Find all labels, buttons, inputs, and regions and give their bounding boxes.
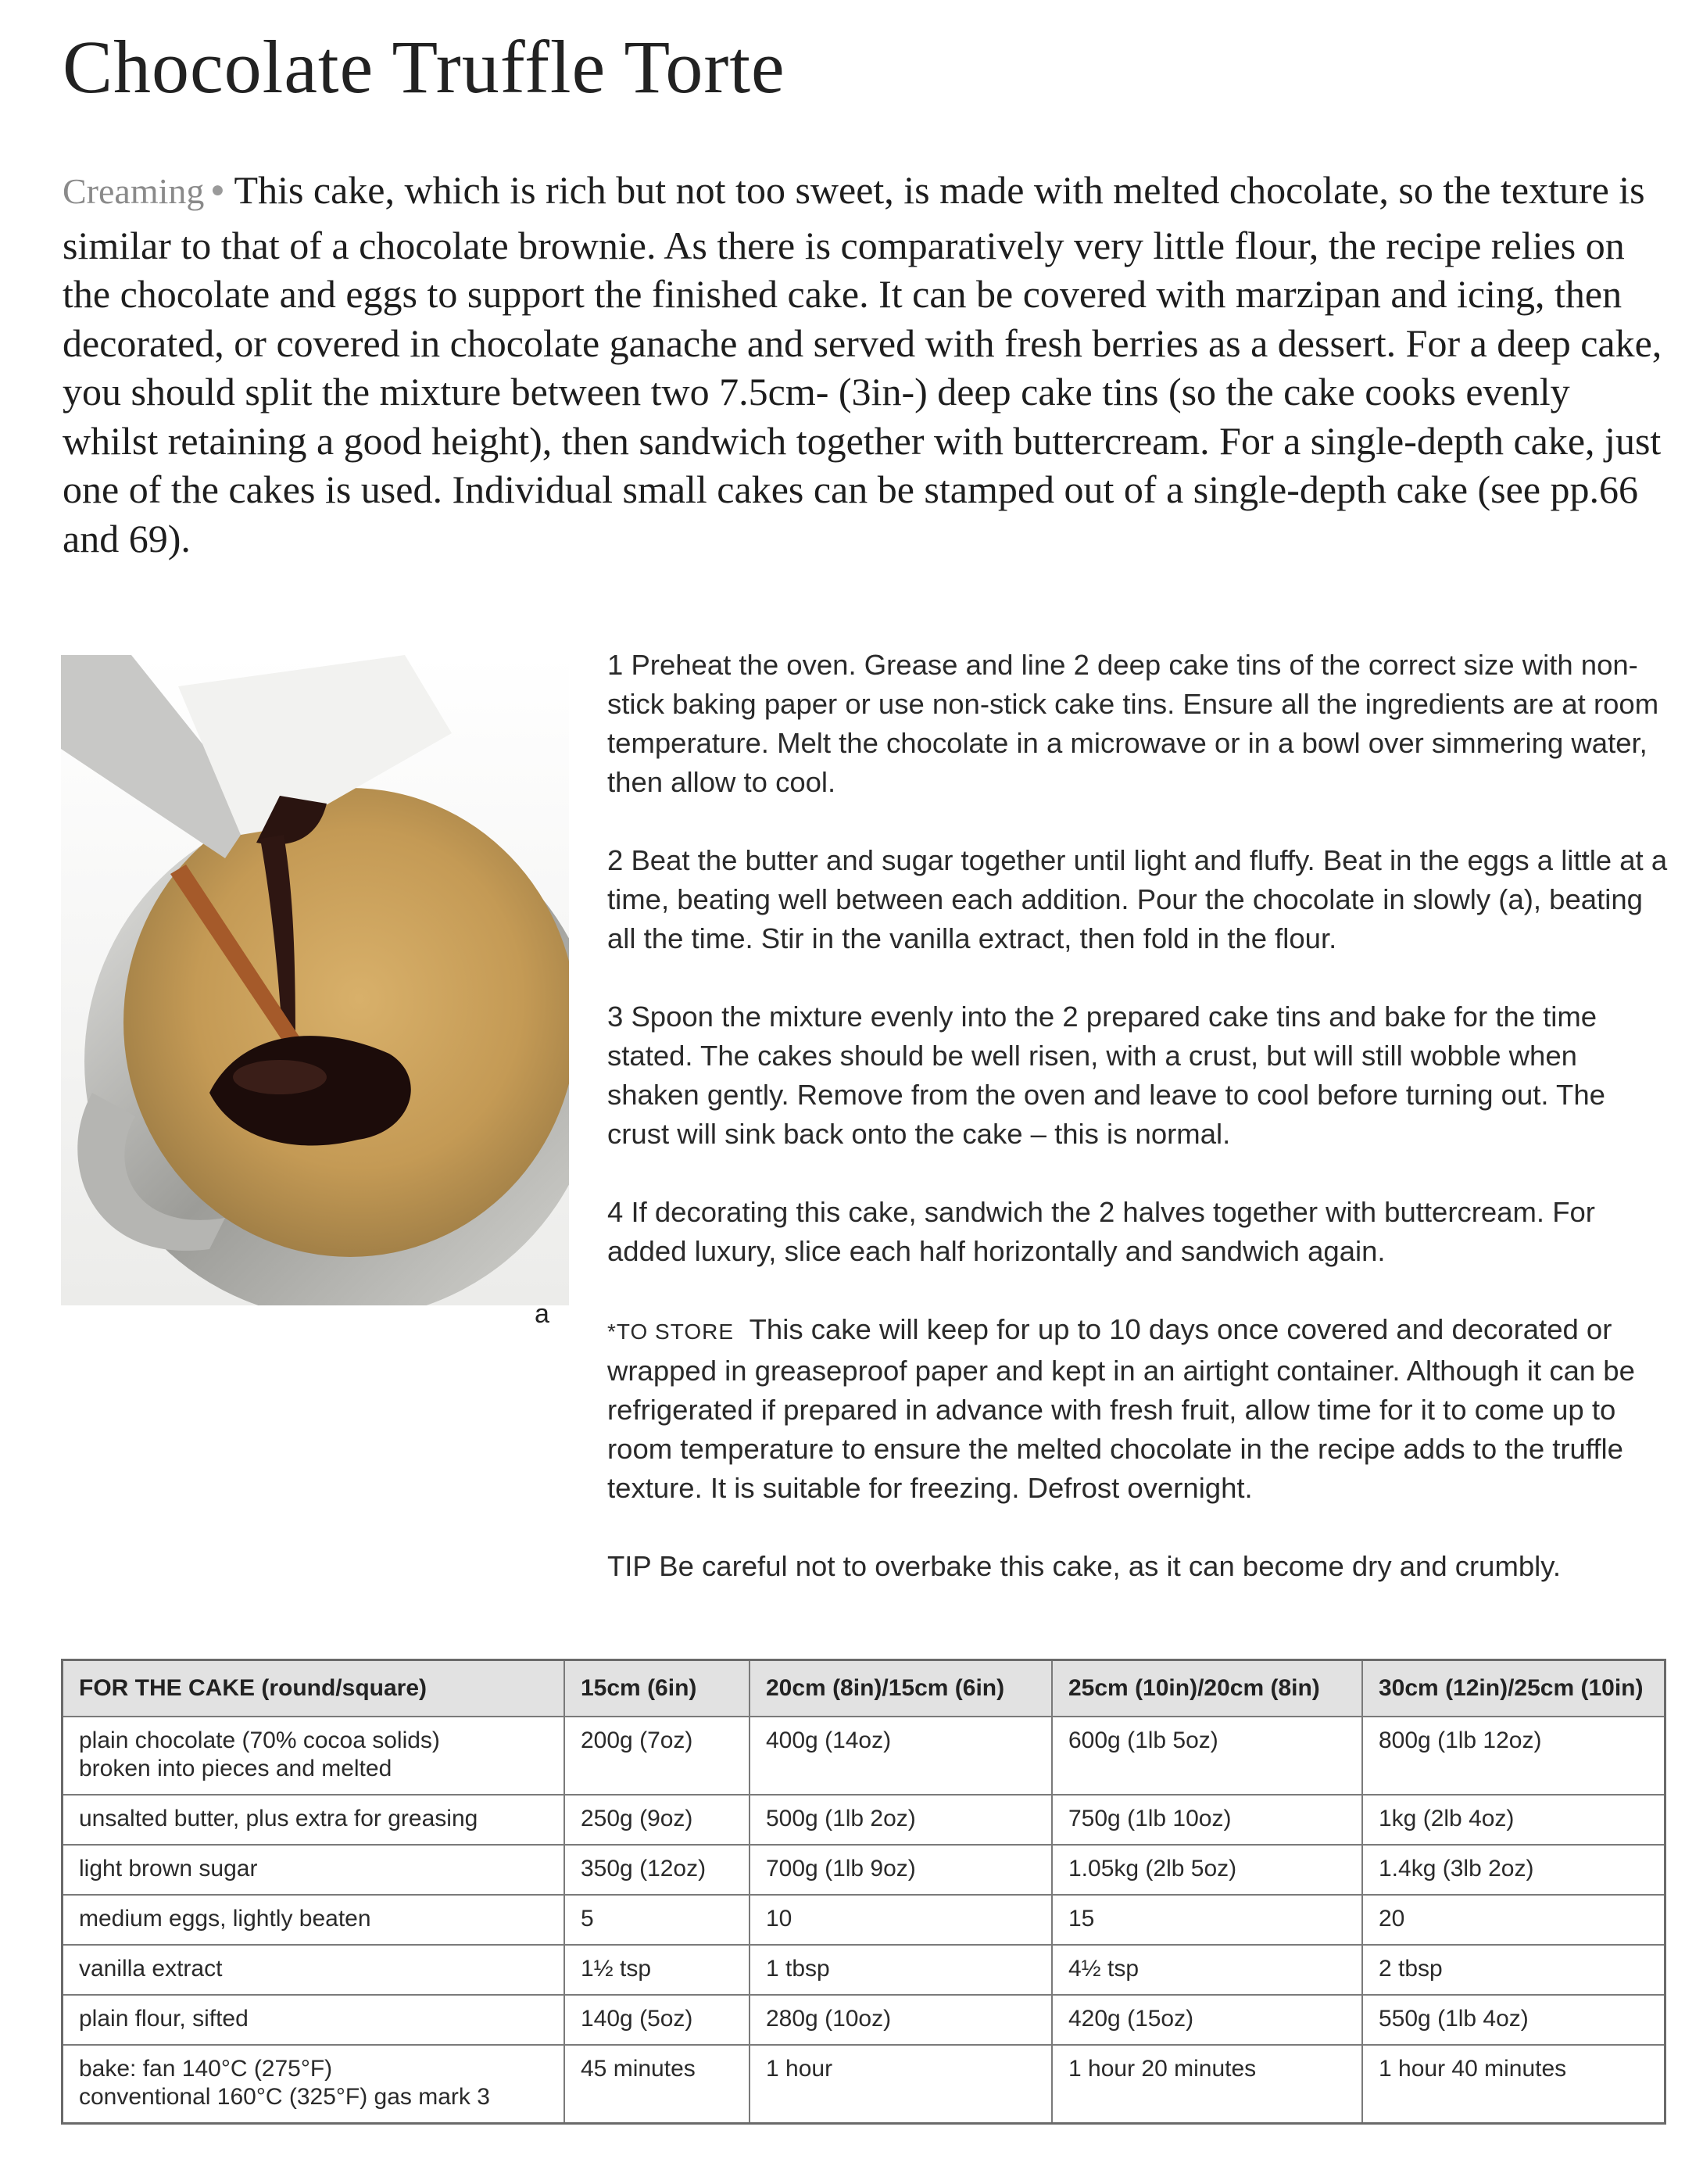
step-1: 1 Preheat the oven. Grease and line 2 deep cake tins of the correct size with non-stick baking paper or use non-stick cake tins. Ensure all the ingredients are at room temperature. Melt the chocolate in a microwave or in a bowl over simmering water, then allow to cool. xyxy=(607,649,1659,798)
quantity-cell: 5 xyxy=(564,1895,750,1945)
storage-text: This cake will keep for up to 10 days once covered and decorated or wrapped in greaseproof paper and kept in an airtight container. Although it can be refrigerated if prepared in advance with fresh fruit, allow time for it to come up to room temperature to ensure the melted chocolate in the recipe adds to the truffle texture. It is suitable for freezing. Defrost overnight. xyxy=(607,1313,1635,1504)
method-steps xyxy=(607,646,1670,1625)
quantity-cell: 350g (12oz) xyxy=(564,1845,750,1895)
ingredient-cell: plain flour, sifted xyxy=(63,1995,565,2045)
table-row xyxy=(63,1945,1665,1995)
quantity-cell: 550g (1lb 4oz) xyxy=(1362,1995,1665,2045)
table-row xyxy=(63,1895,1665,1945)
recipe-photo xyxy=(61,655,569,1305)
quantity-cell: 750g (1lb 10oz) xyxy=(1052,1795,1362,1845)
quantity-cell: 1 hour 20 minutes xyxy=(1052,2045,1362,2124)
quantity-cell: 2 tbsp xyxy=(1362,1945,1665,1995)
quantity-cell: 280g (10oz) xyxy=(750,1995,1052,2045)
bake-fan: bake: fan 140°C (275°F) xyxy=(79,2056,333,2082)
storage-note xyxy=(607,1310,1670,1508)
quantity-cell: 15 xyxy=(1052,1895,1362,1945)
quantity-cell: 1.05kg (2lb 5oz) xyxy=(1052,1845,1362,1895)
ingredient-name: plain chocolate (70% cocoa solids) xyxy=(79,1728,440,1753)
quantity-cell: 1 tbsp xyxy=(750,1945,1052,1995)
quantity-cell: 500g (1lb 2oz) xyxy=(750,1795,1052,1845)
quantity-cell: 4½ tsp xyxy=(1052,1945,1362,1995)
quantity-cell: 1 hour xyxy=(750,2045,1052,2124)
table-row xyxy=(63,1717,1665,1795)
header-size-25cm: 25cm (10in)/20cm (8in) xyxy=(1052,1660,1362,1717)
quantity-cell: 1 hour 40 minutes xyxy=(1362,2045,1665,2124)
storage-label: *TO STORE xyxy=(607,1319,735,1344)
table-row xyxy=(63,2045,1665,2124)
intro-paragraph xyxy=(63,166,1665,563)
chocolate-bowl-illustration xyxy=(61,655,569,1305)
quantity-cell: 1kg (2lb 4oz) xyxy=(1362,1795,1665,1845)
ingredient-cell xyxy=(63,1717,565,1795)
recipe-title: Chocolate Truffle Torte xyxy=(63,25,785,109)
quantity-cell: 420g (15oz) xyxy=(1052,1995,1362,2045)
bake-conventional: conventional 160°C (325°F) gas mark 3 xyxy=(79,2084,490,2110)
quantity-cell: 700g (1lb 9oz) xyxy=(750,1845,1052,1895)
photo-label: a xyxy=(535,1299,549,1329)
table-row xyxy=(63,1995,1665,2045)
step-4: 4 If decorating this cake, sandwich the 2 halves together with buttercream. For added luxury, slice each half horizontally and sandwich again. xyxy=(607,1196,1595,1267)
quantity-cell: 1½ tsp xyxy=(564,1945,750,1995)
ingredient-cell xyxy=(63,2045,565,2124)
header-size-20cm: 20cm (8in)/15cm (6in) xyxy=(750,1660,1052,1717)
header-ingredient: FOR THE CAKE (round/square) xyxy=(63,1660,565,1717)
tip-note: TIP Be careful not to overbake this cake, as it can become dry and crumbly. xyxy=(607,1550,1561,1582)
ingredient-cell: medium eggs, lightly beaten xyxy=(63,1895,565,1945)
quantity-cell: 10 xyxy=(750,1895,1052,1945)
method-kicker: Creaming xyxy=(63,171,205,211)
quantity-cell: 600g (1lb 5oz) xyxy=(1052,1717,1362,1795)
ingredient-cell: unsalted butter, plus extra for greasing xyxy=(63,1795,565,1845)
header-size-15cm: 15cm (6in) xyxy=(564,1660,750,1717)
header-size-30cm: 30cm (12in)/25cm (10in) xyxy=(1362,1660,1665,1717)
step-3: 3 Spoon the mixture evenly into the 2 prepared cake tins and bake for the time stated. The cakes should be well risen, with a crust, but will still wobble when shaken gently. Remove from the oven and leave to cool before turning out. The crust will sink back onto the cake – this is normal. xyxy=(607,1001,1605,1150)
quantity-cell: 200g (7oz) xyxy=(564,1717,750,1795)
ingredient-cell: vanilla extract xyxy=(63,1945,565,1995)
quantity-cell: 1.4kg (3lb 2oz) xyxy=(1362,1845,1665,1895)
quantity-cell: 20 xyxy=(1362,1895,1665,1945)
table-row xyxy=(63,1845,1665,1895)
table-row xyxy=(63,1795,1665,1845)
quantity-cell: 400g (14oz) xyxy=(750,1717,1052,1795)
ingredient-cell: light brown sugar xyxy=(63,1845,565,1895)
quantity-cell: 45 minutes xyxy=(564,2045,750,2124)
quantity-cell: 140g (5oz) xyxy=(564,1995,750,2045)
kicker-bullet: ● xyxy=(210,177,225,202)
table-header-row xyxy=(63,1660,1665,1717)
intro-text: This cake, which is rich but not too sweet, is made with melted chocolate, so the texture is similar to that of a chocolate brownie. As there is comparatively very little flour, the recipe relies on the chocolate and eggs to support the finished cake. It can be covered with marzipan and icing, then decorated, or covered in chocolate ganache and served with fresh berries as a dessert. For a deep cake, you should split the mixture between two 7.5cm- (3in-) deep cake tins (so the cake cooks evenly whilst retaining a good height), then sandwich together with buttercream. For a single-depth cake, just one of the cakes is used. Individual small cakes can be stamped out of a single-depth cake (see pp.66 and 69). xyxy=(63,168,1662,560)
quantity-cell: 800g (1lb 12oz) xyxy=(1362,1717,1665,1795)
quantity-cell: 250g (9oz) xyxy=(564,1795,750,1845)
step-2: 2 Beat the butter and sugar together until light and fluffy. Beat in the eggs a little at a time, beating well between each addition. Pour the chocolate in slowly (a), beating all the time. Stir in the vanilla extract, then fold in the flour. xyxy=(607,844,1668,954)
ingredients-table xyxy=(61,1659,1666,2125)
ingredient-note: broken into pieces and melted xyxy=(79,1756,392,1781)
